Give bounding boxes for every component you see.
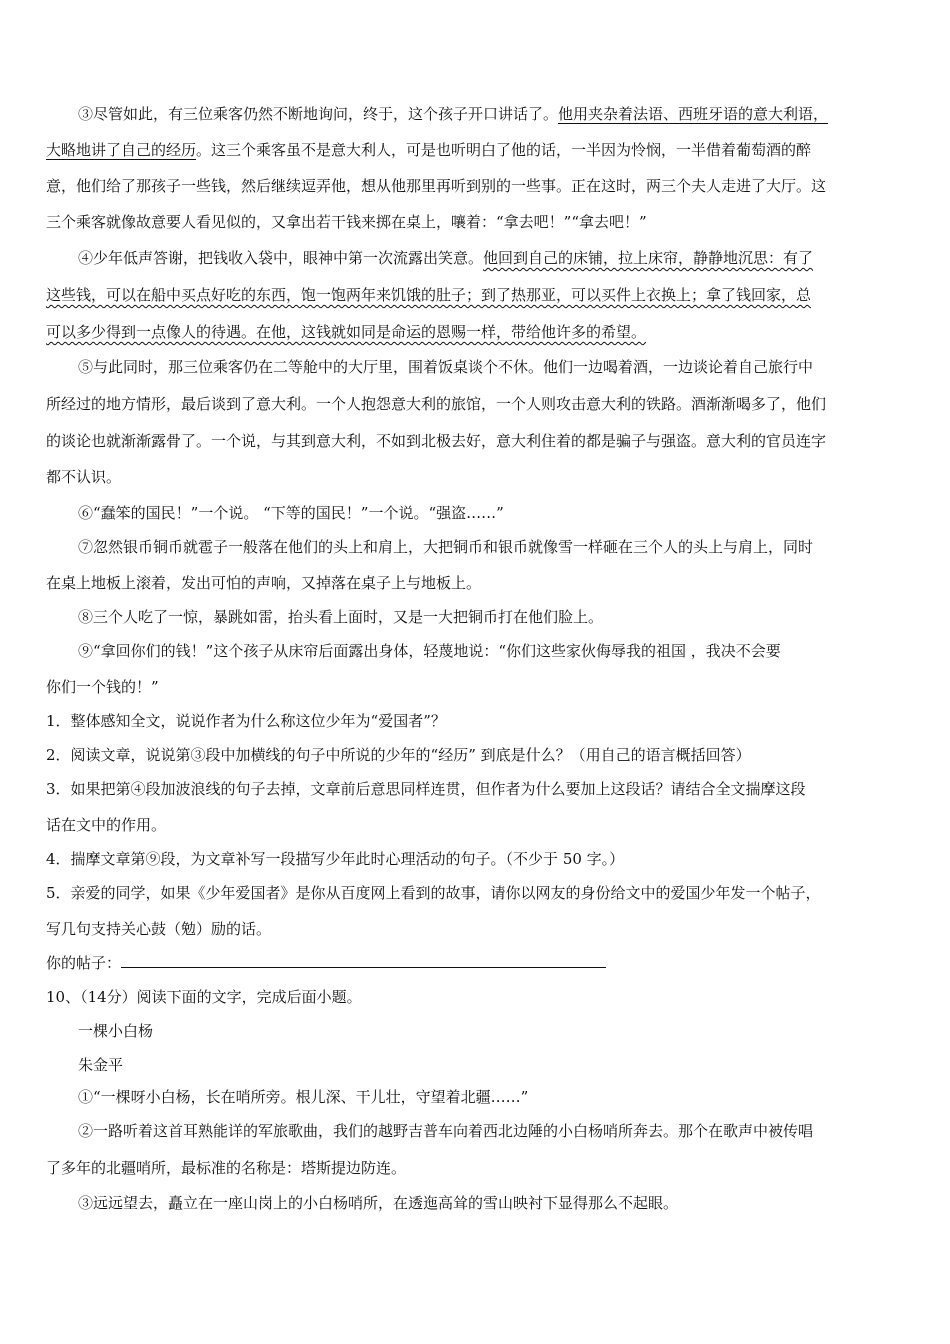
article-paragraph-1: ①“一棵呀小白杨，长在哨所旁。根儿深、干儿壮，守望着北疆……” xyxy=(78,1088,529,1106)
paragraph-3-text: 。这三个乘客虽不是意大利人，可是也听明白了他的话，一半因为怜悯，一半借着葡萄酒的醉 xyxy=(196,141,812,159)
paragraph-8: ⑧三个人吃了一惊，暴跳如雷，抬头看上面时，又是一大把铜币打在他们脸上。 xyxy=(78,608,604,626)
article-title: 一棵小白杨 xyxy=(78,1022,154,1040)
question-3-line-2: 话在文中的作用。 xyxy=(46,816,167,834)
paragraph-3-line-2 xyxy=(46,140,811,160)
paragraph-3-text: ③尽管如此，有三位乘客仍然不断地询问，终于，这个孩子开口讲话了。 xyxy=(78,105,559,123)
paragraph-3-line-1 xyxy=(78,104,828,124)
underlined-sentence: 他用夹杂着法语、西班牙语的意大利语， xyxy=(558,105,829,123)
question-1: 1．整体感知全文，说说作者为什么称这位少年为“爱国者”？ xyxy=(46,712,446,730)
post-answer-line xyxy=(46,953,606,973)
question-4: 4．揣摩文章第⑨段，为文章补写一段描写少年此时心理活动的句子。（不少于 50 字。） xyxy=(46,850,625,868)
article-paragraph-2-line-1: ②一路听着这首耳熟能详的军旅歌曲，我们的越野吉普车向着西北边陲的小白杨哨所奔去。那个在歌声中被传唱 xyxy=(78,1122,814,1140)
article-paragraph-2-line-2: 了多年的北疆哨所，最标准的名称是：塔斯提边防连。 xyxy=(46,1159,407,1177)
paragraph-9-line-1: ⑨“拿回你们的钱！”这个孩子从床帘后面露出身体，轻蔑地说：“你们这些家伙侮辱我的祖国 ，我决不会要 xyxy=(78,642,781,660)
paragraph-3-line-4: 三个乘客就像故意要人看见似的，又拿出若干钱来掷在桌上，嚷着：“拿去吧！”“拿去吧！” xyxy=(46,213,647,231)
question-2: 2．阅读文章，说说第③段中加横线的句子中所说的少年的“经历” 到底是什么？（用自己的语言概括回答） xyxy=(46,746,751,764)
paragraph-5-line-1: ⑤与此同时，那三位乘客仍在二等舱中的大厅里，围着饭桌谈个不休。他们一边喝着酒，一边谈论着自己旅行中 xyxy=(78,358,814,376)
post-label: 你的帖子： xyxy=(46,954,122,972)
paragraph-7-line-2: 在桌上地板上滚着，发出可怕的声响，又掉落在桌子上与地板上。 xyxy=(46,574,482,592)
paragraph-4-line-1 xyxy=(78,248,813,268)
article-paragraph-3: ③远远望去，矗立在一座山岗上的小白杨哨所，在透迤高耸的雪山映衬下显得那么不起眼。 xyxy=(78,1194,679,1212)
section-10-header: 10、（14分）阅读下面的文字，完成后面小题。 xyxy=(46,988,362,1006)
paragraph-4-line-3 xyxy=(46,322,646,342)
wavy-underlined-sentence: 这些钱，可以在船中买点好吃的东西，饱一饱两年来饥饿的肚子；到了热那亚，可以买件上衣换上；拿了钱回家，总 xyxy=(46,286,812,304)
underlined-sentence: 大略地讲了自己的经历 xyxy=(46,141,197,159)
paragraph-7-line-1: ⑦忽然银币铜币就雹子一般落在他们的头上和肩上，大把铜币和银币就像雪一样砸在三个人的头上与肩上，同时 xyxy=(78,538,814,556)
paragraph-6: ⑥“蠢笨的国民！”一个说。 “下等的国民！”一个说。“强盗……” xyxy=(78,504,504,522)
wavy-underlined-sentence: 可以多少得到一点像人的待遇。在他，这钱就如同是命运的恩赐一样，带给他许多的希望。 xyxy=(46,323,647,341)
paragraph-5-line-2: 所经过的地方情形，最后谈到了意大利。一个人抱怨意大利的旅馆，一个人则攻击意大利的铁路。酒渐渐喝多了，他们 xyxy=(46,395,827,413)
answer-blank[interactable] xyxy=(121,953,606,968)
paragraph-5-line-4: 都不认识。 xyxy=(46,468,122,486)
paragraph-3-line-3: 意，他们给了那孩子一些钱，然后继续逗弄他，想从他那里再听到别的一些事。正在这时，两三个夫人走进了大厅。这 xyxy=(46,177,827,195)
paragraph-9-line-2: 你们一个钱的！” xyxy=(46,678,159,696)
question-5-line-1: 5．亲爱的同学，如果《少年爱国者》是你从百度网上看到的故事，请你以网友的身份给文中的爱国少年发一个帖子， xyxy=(46,884,821,902)
wavy-underlined-sentence: 他回到自己的床铺，拉上床帘，静静地沉思：有了 xyxy=(483,249,814,267)
paragraph-4-text: ④少年低声答谢，把钱收入袋中，眼神中第一次流露出笑意。 xyxy=(78,249,484,267)
question-3-line-1: 3．如果把第④段加波浪线的句子去掉，文章前后意思同样连贯，但作者为什么要加上这段话？请结合全文揣摩这段 xyxy=(46,780,806,798)
paragraph-4-line-2 xyxy=(46,285,811,305)
question-5-line-2: 写几句支持关心鼓（勉）励的话。 xyxy=(46,920,272,938)
article-author: 朱金平 xyxy=(78,1056,124,1074)
paragraph-5-line-3: 的谈论也就渐渐露骨了。一个说，与其到意大利，不如到北极去好，意大利住着的都是骗子与强盗。意大利的官员连字 xyxy=(46,432,827,450)
